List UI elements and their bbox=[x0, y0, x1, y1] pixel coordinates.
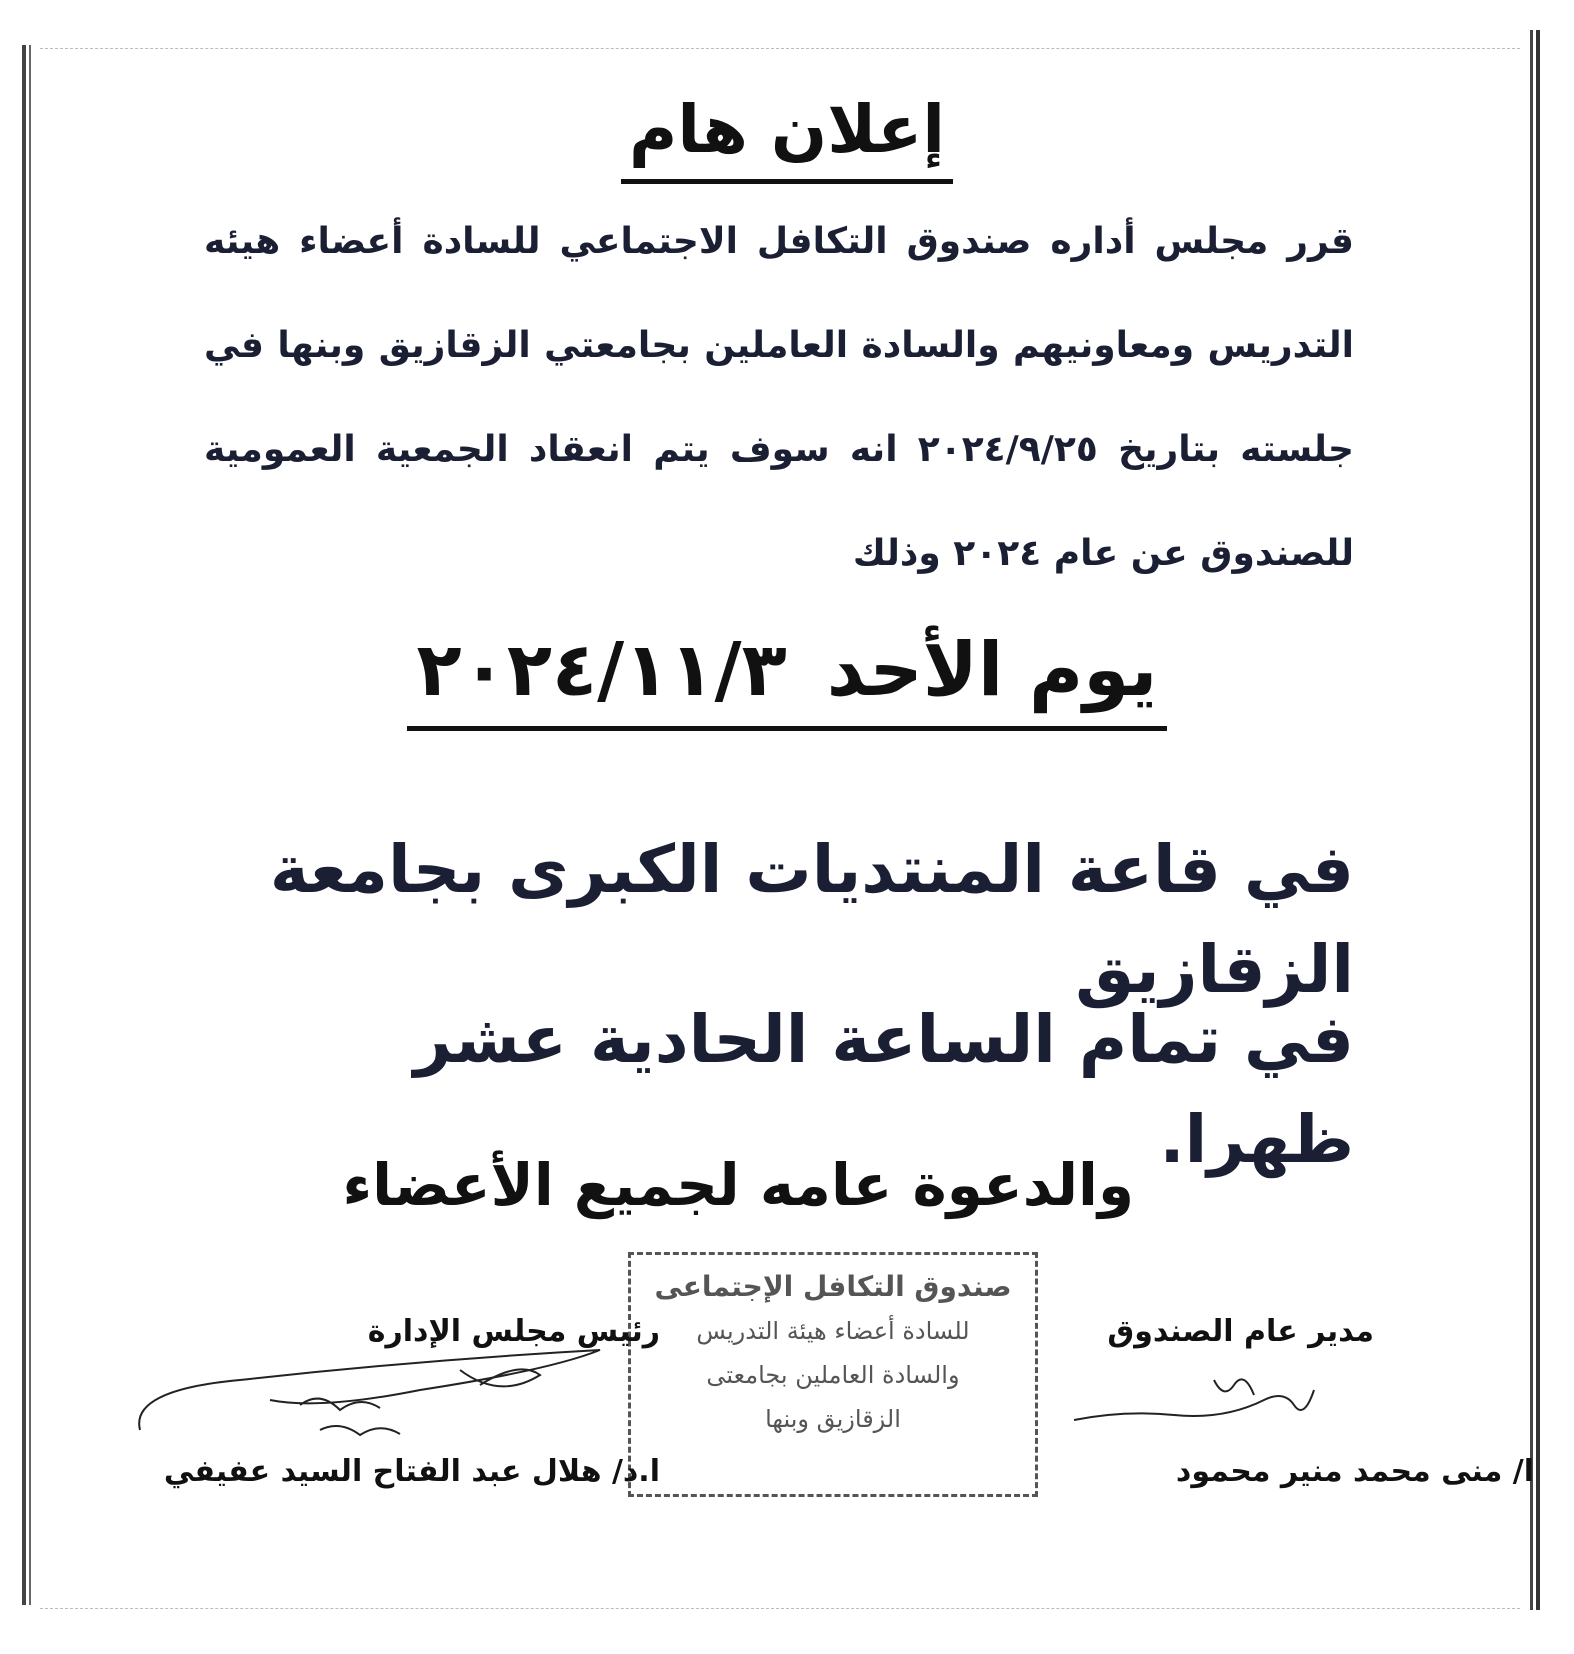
board-chair-signature bbox=[120, 1330, 620, 1450]
fund-manager-signature bbox=[1064, 1360, 1324, 1440]
fund-manager-role: مدير عام الصندوق bbox=[1107, 1314, 1374, 1349]
announcement-body: قرر مجلس أداره صندوق التكافل الاجتماعي للسادة أعضاء هيئه التدريس ومعاونيهم والسادة العاملين بجامعتي الزقازيق وبنها في جلسته بتاريخ ٢٠٢٤/٩/٢٥ انه سوف يتم انعقاد الجمعية العمومية للصندوق عن عام ٢٠٢٤ وذلك bbox=[204, 221, 1354, 574]
fund-manager-name: ا/ منى محمد منير محمود bbox=[1175, 1454, 1534, 1489]
board-chair-name: ا.د/ هلال عبد الفتاح السيد عفيفي bbox=[163, 1454, 660, 1489]
official-stamp bbox=[628, 1252, 1038, 1497]
fund-manager-signature-block bbox=[994, 1310, 1534, 1489]
announcement-title-text: إعلان هام bbox=[621, 85, 953, 184]
meeting-date-underline bbox=[407, 620, 1168, 731]
meeting-day: يوم الأحد bbox=[826, 627, 1158, 713]
announcement-title bbox=[0, 85, 1574, 184]
right-border-rule bbox=[1530, 30, 1540, 1610]
stamp-line: الزقازيق وبنها bbox=[765, 1405, 901, 1433]
bottom-scan-edge bbox=[40, 1608, 1520, 1609]
stamp-line: صندوق التكافل الإجتماعى bbox=[654, 1270, 1012, 1303]
stamp-line: والسادة العاملين بجامعتى bbox=[706, 1361, 960, 1389]
meeting-date-line bbox=[0, 620, 1574, 731]
board-chair-signature-block bbox=[100, 1310, 660, 1489]
left-border-rule bbox=[22, 45, 31, 1605]
board-chair-role: رئيس مجلس الإدارة bbox=[367, 1314, 660, 1349]
meeting-time: في تمام الساعة الحادية عشر ظهرا. bbox=[413, 1001, 1354, 1178]
general-invitation: والدعوة عامه لجميع الأعضاء bbox=[342, 1151, 1134, 1219]
meeting-date: ٢٠٢٤/١١/٣ bbox=[416, 627, 787, 713]
stamp-line: للسادة أعضاء هيئة التدريس bbox=[696, 1317, 970, 1345]
top-scan-edge bbox=[40, 48, 1520, 49]
meeting-venue: في قاعة المنتديات الكبرى بجامعة الزقازيق bbox=[269, 831, 1354, 1008]
